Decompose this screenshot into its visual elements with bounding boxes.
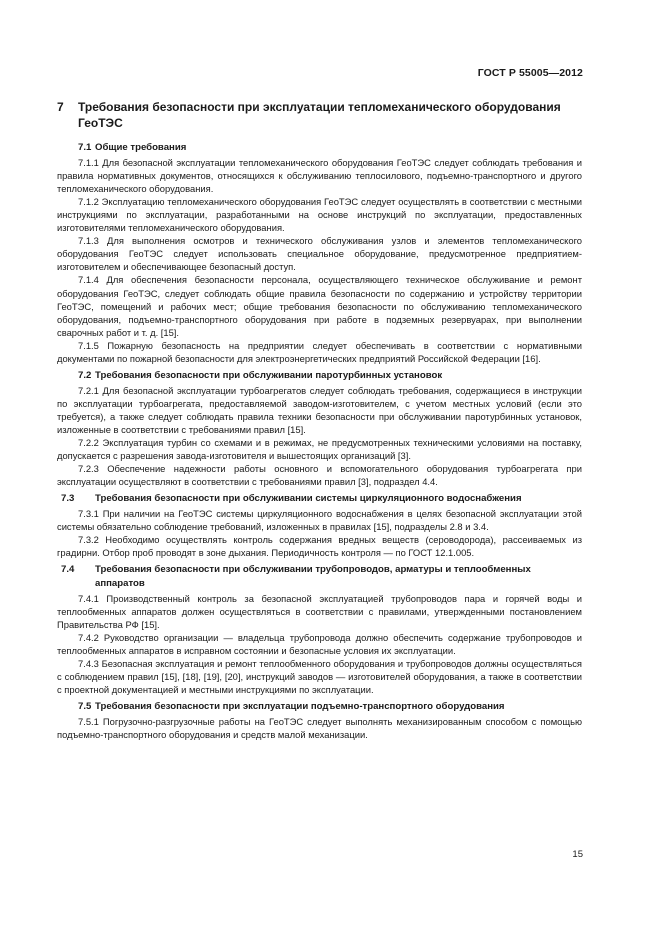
document-code: ГОСТ Р 55005—2012 <box>477 67 583 79</box>
paragraph: 7.1.3 Для выполнения осмотров и технического обслуживания узлов и элементов тепломеханического оборудования ГеоТЭС следует использовать специальное оборудование, предусмотренное предприятием-изготовителем и обеспечивающее безопасный доступ. <box>57 235 582 273</box>
subsection-number: 7.4 <box>61 564 75 576</box>
paragraph: 7.4.3 Безопасная эксплуатация и ремонт теплообменного оборудования и трубопроводов должны осуществляться с соблюдением правил [15], [18], [19], [20], инструкций заводов — изготовителей оборудования, а также в соответствии с проектной документацией и местными инструкциями по эксплуатации. <box>57 657 582 695</box>
subsection-title: Требования безопасности при обслуживании системы циркуляционного водоснабжения <box>95 493 522 505</box>
subsection-number: 7.1 <box>78 142 92 153</box>
subsection-title: Общие требования <box>95 142 187 153</box>
page-number: 15 <box>572 849 583 860</box>
paragraph: 7.3.1 При наличии на ГеоТЭС системы циркуляционного водоснабжения в целях безопасной эксплуатации этой системы обязательно соблюдение требований, изложенных в правилах [15], подразделы 2.8 и 3.4. <box>57 508 582 533</box>
section-number: 7 <box>57 100 64 114</box>
subsection-heading <box>57 563 582 589</box>
document-body <box>57 99 582 741</box>
subsection-number: 7.3 <box>61 493 75 505</box>
paragraph: 7.5.1 Погрузочно-разгрузочные работы на ГеоТЭС следует выполнять механизированным способом с помощью подъемно-транспортного оборудования и средств малой механизации. <box>57 715 582 741</box>
subsection-heading <box>57 492 582 505</box>
section-heading <box>57 99 582 131</box>
subsection-heading <box>57 141 582 154</box>
subsection-heading <box>57 369 582 382</box>
paragraph: 7.4.1 Производственный контроль за безопасной эксплуатацией трубопроводов пара и горячей воды и теплообменных аппаратов должен осуществляться в соответствии с правилами, утвержденными постановлением Правительства РФ [15]. <box>57 592 582 630</box>
paragraph: 7.1.4 Для обеспечения безопасности персонала, осуществляющего техническое обслуживание и ремонт оборудования ГеоТЭС, следует соблюдать общие правила безопасности по содержанию и устройству территории ГеоТЭС, помещений и рабочих мест; общие требования безопасности по обслуживанию тепломеханического оборудования, подъемно-транспортного оборудования при работе в подземных резервуарах, при выполнении сварочных работ и т. д. [15]. <box>57 274 582 338</box>
paragraph: 7.1.2 Эксплуатацию тепломеханического оборудования ГеоТЭС следует осуществлять в соответствии с местными инструкциями по эксплуатации, разработанными на основе инструкций по эксплуатации, предоставленных изготовителями тепломеханического оборудования. <box>57 196 582 234</box>
paragraph: 7.1.1 Для безопасной эксплуатации тепломеханического оборудования ГеоТЭС следует соблюдать требования и правила нормативных документов, относящихся к обслуживанию теплосилового, подъемно-транспортного и другого тепломеханического оборудования. <box>57 157 582 195</box>
paragraph: 7.2.3 Обеспечение надежности работы основного и вспомогательного оборудования турбоагрегата при эксплуатации осуществляют в соответствии с требованиями правил [3], подраздел 4.4. <box>57 463 582 488</box>
section-title: Требования безопасности при эксплуатации тепломеханического оборудования ГеоТЭС <box>78 100 561 130</box>
paragraph: 7.1.5 Пожарную безопасность на предприятии следует обеспечивать в соответствии с нормативными документами по пожарной безопасности для электроэнергетических предприятий Российской Федерации [16]. <box>57 339 582 364</box>
subsection-number: 7.2 <box>78 369 92 381</box>
paragraph: 7.2.1 Для безопасной эксплуатации турбоагрегатов следует соблюдать требования, содержащиеся в инструкции по эксплуатации турбоагрегата, предоставляемой заводом-изготовителем, с учетом местных условий (если это требуется), а также следует соблюдать правила техники безопасности при обслуживании паротурбинных установок, изложенные в соответствии с требованиями правил [15]. <box>57 384 582 435</box>
paragraph: 7.2.2 Эксплуатация турбин со схемами и в режимах, не предусмотренных техническими условиями на поставку, допускается с разрешения завода-изготовителя и вышестоящих организаций [3]. <box>57 437 582 462</box>
subsection-heading <box>57 700 582 713</box>
paragraph: 7.4.2 Руководство организации — владельца трубопровода должно обеспечить содержание трубопроводов и теплообменных аппаратов в исправном состоянии и безопасные условия их эксплуатации. <box>57 631 582 656</box>
paragraph: 7.3.2 Необходимо осуществлять контроль содержания вредных веществ (сероводорода), рассеиваемых из градирни. Отбор проб проводят в зоне дыхания. Периодичность контроля — по ГОСТ 12.1.005. <box>57 534 582 559</box>
subsection-number: 7.5 <box>78 700 92 712</box>
subsection-title: Требования безопасности при обслуживании паротурбинных установок <box>95 369 443 381</box>
subsection-title: Требования безопасности при эксплуатации подъемно-транспортного оборудования <box>95 700 505 712</box>
subsection-title: Требования безопасности при обслуживании трубопроводов, арматуры и теплообменных аппаратов <box>95 564 531 589</box>
